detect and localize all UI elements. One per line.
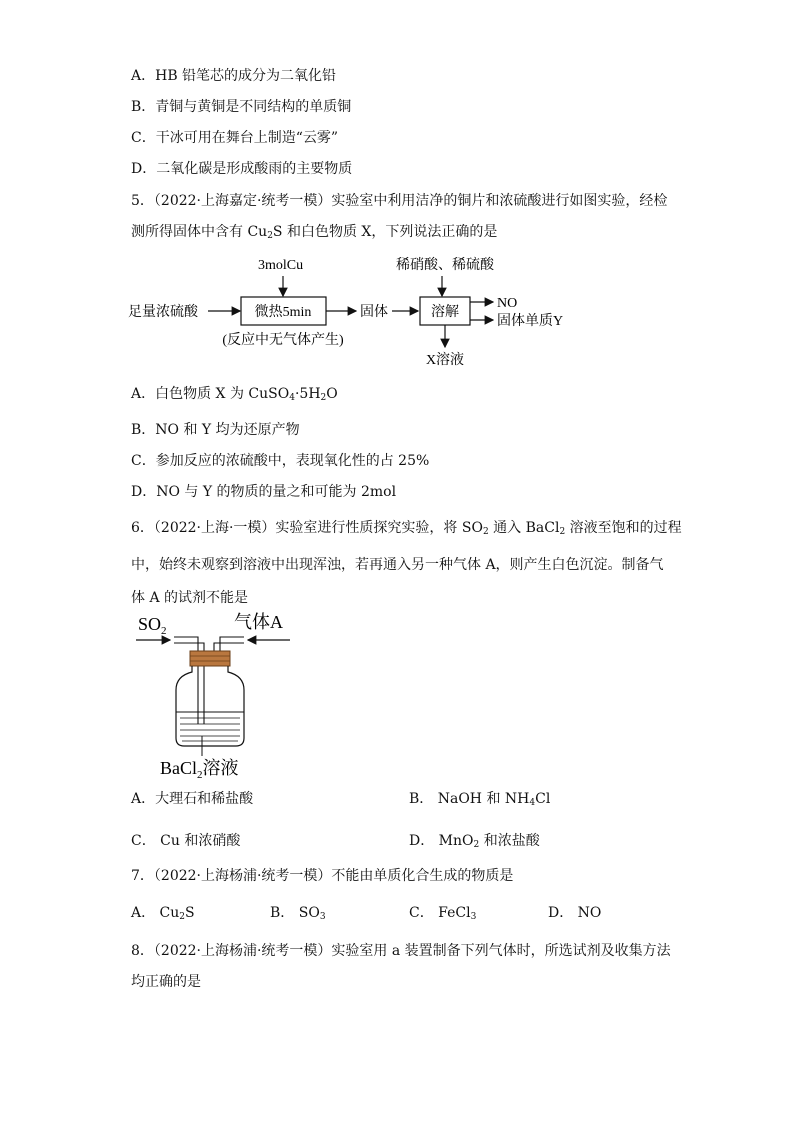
q5-option-c: C．参加反应的浓硫酸中，表现氧化性的占 25% xyxy=(131,453,430,469)
q7-option-b: B． $SO_3$ xyxy=(270,905,326,922)
q4-option-c: C．干冰可用在舞台上制造“云雾” xyxy=(131,130,339,146)
q5-flow-diagram xyxy=(128,252,608,374)
q4-option-b: B．青铜与黄铜是不同结构的单质铜 xyxy=(131,99,352,115)
q5-option-b: B．NO 和 Y 均为还原产物 xyxy=(131,422,300,438)
q6-stem-line3: 体 A 的试剂不能是 xyxy=(131,590,249,606)
q5-stem-line2: 测所得固体中含有 $Cu_2S$ 和白色物质 X，下列说法正确的是 xyxy=(131,224,498,241)
q6-stopper xyxy=(190,651,230,666)
q4-option-a: A．HB 铅笔芯的成分为二氧化铅 xyxy=(131,68,337,84)
q6-option-c: C． Cu 和浓硝酸 xyxy=(131,833,241,849)
q6-inlet-tube-left xyxy=(174,637,198,724)
q4-option-d: D．二氧化碳是形成酸雨的主要物质 xyxy=(131,161,353,177)
q5-output-x: X溶液 xyxy=(425,353,465,368)
q8-stem-line2: 均正确的是 xyxy=(131,974,201,990)
q5-box-dissolve-label: 溶解 xyxy=(431,305,459,320)
q6-option-d: D． MnO$_2$ 和浓盐酸 xyxy=(409,833,540,850)
q6-option-a: A．大理石和稀盐酸 xyxy=(131,791,254,807)
q5-input-cu: 3molCu xyxy=(258,258,304,273)
q6-so2-label: $SO_2$ xyxy=(138,614,167,637)
q5-stem-line1: 5．（2022·上海嘉定·统考一模）实验室中利用洁净的铜片和浓硫酸进行如图实验，经检 xyxy=(131,193,668,209)
q6-stem-line1: 6．（2022·上海·一模）实验室进行性质探究实验，将 $SO_2$ 通入 BaCl$_2$ 溶液至饱和的过程 xyxy=(131,520,682,537)
q8-stem-line1: 8．（2022·上海杨浦·统考一模）实验室用 a 装置制备下列气体时，所选试剂及收集方法 xyxy=(131,943,671,959)
q5-option-d: D．NO 与 Y 的物质的量之和可能为 2mol xyxy=(131,484,397,500)
q7-option-d: D． NO xyxy=(548,905,602,921)
q6-stem-line2: 中，始终未观察到溶液中出现浑浊，若再通入另一种气体 A，则产生白色沉淀。制备气 xyxy=(131,557,664,573)
q5-box-heat-label: 微热5min xyxy=(254,305,312,320)
q7-stem: 7．（2022·上海杨浦·统考一模）不能由单质化合生成的物质是 xyxy=(131,868,514,884)
q6-option-b: B． NaOH 和 $NH_4Cl$ xyxy=(409,791,551,808)
q6-apparatus-diagram xyxy=(130,606,300,780)
q6-bottle xyxy=(176,666,244,746)
q5-box-heat-note: (反应中无气体产生) xyxy=(222,333,344,348)
q7-option-a: A． $Cu_2S$ xyxy=(131,905,195,922)
q5-input-acids: 稀硝酸、稀硫酸 xyxy=(396,258,494,273)
q6-gas-a-label: 气体A xyxy=(234,612,283,632)
q5-output-y: 固体单质Y xyxy=(497,314,564,329)
q7-option-c: C． FeCl$_3$ xyxy=(409,905,477,922)
q5-solid-label: 固体 xyxy=(360,305,388,320)
q5-output-no: NO xyxy=(497,296,518,311)
q5-input-conc-acid: 足量浓硫酸 xyxy=(128,305,198,320)
q6-bacl2-label: BaCl$_2$溶液 xyxy=(160,758,239,780)
q5-option-a: A．白色物质 X 为 $CuSO_4\cdot 5H_2O$ xyxy=(131,386,338,403)
